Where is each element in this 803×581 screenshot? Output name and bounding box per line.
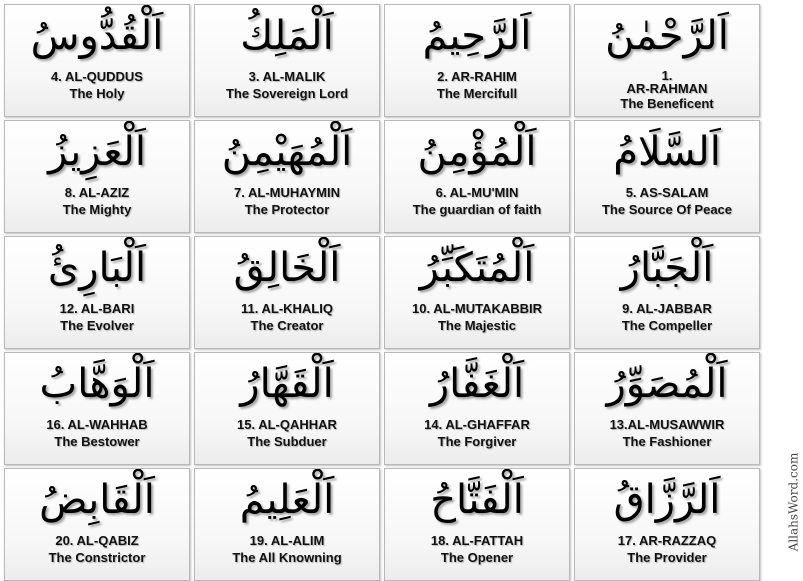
name-meaning: The Opener xyxy=(440,550,514,565)
arabic-name: اَلْبَارِئُ xyxy=(47,245,147,291)
name-card xyxy=(4,120,190,233)
arabic-name: اَلْقَابِضُ xyxy=(39,477,155,523)
name-card xyxy=(574,4,760,117)
name-meaning: The All Knowning xyxy=(232,550,342,565)
name-number-transliteration: 10. AL-MUTAKABBIR xyxy=(412,301,542,316)
name-card xyxy=(194,352,380,465)
watermark xyxy=(785,432,801,572)
name-number-transliteration: 2. AR-RAHIM xyxy=(437,69,517,84)
arabic-name: اَلْوَهَّابُ xyxy=(39,361,155,407)
name-number-transliteration: 17. AR-RAZZAQ xyxy=(617,533,717,548)
name-meaning: The Protector xyxy=(244,202,330,217)
name-meaning: The Constrictor xyxy=(48,550,146,565)
name-meaning: The Majestic xyxy=(437,318,517,333)
name-meaning: The Forgiver xyxy=(437,434,517,449)
name-number-transliteration: 12. AL-BARI xyxy=(59,301,135,316)
name-number-transliteration: 6. AL-MU'MIN xyxy=(435,185,519,200)
name-meaning: The Compeller xyxy=(621,318,713,333)
name-number-transliteration: 16. AL-WAHHAB xyxy=(46,417,148,432)
name-card xyxy=(574,120,760,233)
arabic-name: اَلْخَالِقُ xyxy=(233,245,341,291)
name-meaning: The Subduer xyxy=(247,434,327,449)
name-meaning: The Holy xyxy=(69,86,125,101)
name-meaning: The Source Of Peace xyxy=(601,202,733,217)
name-number-transliteration: 5. AS-SALAM xyxy=(625,185,709,200)
name-card xyxy=(194,236,380,349)
name-card xyxy=(4,236,190,349)
arabic-name: اَلرَّحِيمُ xyxy=(422,13,532,59)
arabic-name: اَلْفَتَّاحُ xyxy=(430,477,524,523)
name-meaning: The Bestower xyxy=(54,434,140,449)
name-card xyxy=(574,352,760,465)
arabic-name: اَلْمُصَوِّرُ xyxy=(606,361,728,407)
arabic-name: اَلْعَلِيمُ xyxy=(239,477,335,523)
name-number-transliteration: 18. AL-FATTAH xyxy=(430,533,524,548)
name-meaning: The Provider xyxy=(627,550,707,565)
name-meaning: The Sovereign Lord xyxy=(225,86,349,101)
name-meaning: The Beneficent xyxy=(620,96,714,111)
name-transliteration: AR-RAHMAN xyxy=(626,81,708,96)
name-meaning: The Creator xyxy=(250,318,324,333)
name-number-transliteration: 14. AL-GHAFFAR xyxy=(424,417,530,432)
name-number-transliteration: 13.AL-MUSAWWIR xyxy=(609,417,725,432)
name-card xyxy=(194,4,380,117)
name-number-transliteration: 1. xyxy=(661,68,673,83)
name-number-transliteration: 19. AL-ALIM xyxy=(249,533,325,548)
arabic-name: اَلْقُدُّوسُ xyxy=(30,13,164,59)
name-meaning: The guardian of faith xyxy=(412,202,542,217)
name-meaning: The Evolver xyxy=(60,318,134,333)
name-meaning: The Mercifull xyxy=(436,86,518,101)
name-card xyxy=(4,352,190,465)
name-card xyxy=(4,4,190,117)
name-number-transliteration: 3. AL-MALIK xyxy=(248,69,326,84)
name-card xyxy=(4,468,190,581)
name-number-transliteration: 9. AL-JABBAR xyxy=(622,301,712,316)
name-number-transliteration: 20. AL-QABIZ xyxy=(55,533,139,548)
name-card xyxy=(384,4,570,117)
name-card xyxy=(384,120,570,233)
name-card xyxy=(384,352,570,465)
name-card xyxy=(384,236,570,349)
name-card xyxy=(384,468,570,581)
arabic-name: اَلْمُتَكَبِّرُ xyxy=(419,245,535,291)
name-meaning: The Mighty xyxy=(62,202,132,217)
arabic-name: اَلْعَزِيزُ xyxy=(48,129,146,175)
watermark-text: AllahsWord.com xyxy=(786,452,800,552)
name-number-transliteration: 11. AL-KHALIQ xyxy=(241,301,333,316)
name-card xyxy=(574,468,760,581)
name-number-transliteration: 7. AL-MUHAYMIN xyxy=(234,185,340,200)
arabic-name: اَلرَّحْمٰنُ xyxy=(605,13,729,59)
arabic-name: اَلرَّزَّاقُ xyxy=(613,477,721,523)
arabic-name: اَلْقَهَّارُ xyxy=(240,361,334,407)
name-number-transliteration: 4. AL-QUDDUS xyxy=(51,69,143,84)
arabic-name: اَلْغَفَّارُ xyxy=(429,361,525,407)
arabic-name: اَلْمَلِكُ xyxy=(240,13,334,59)
arabic-name: اَلْمُؤْمِنُ xyxy=(417,129,537,175)
name-card xyxy=(574,236,760,349)
name-card xyxy=(194,120,380,233)
name-number-transliteration: 8. AL-AZIZ xyxy=(64,185,130,200)
name-number-transliteration: 15. AL-QAHHAR xyxy=(237,417,337,432)
name-meaning: The Fashioner xyxy=(622,434,712,449)
arabic-name: اَلسَّلَامُ xyxy=(613,129,721,175)
arabic-name: اَلْجَبَّارُ xyxy=(620,245,714,291)
arabic-name: اَلْمُهَيْمِنُ xyxy=(221,129,353,175)
name-card xyxy=(194,468,380,581)
